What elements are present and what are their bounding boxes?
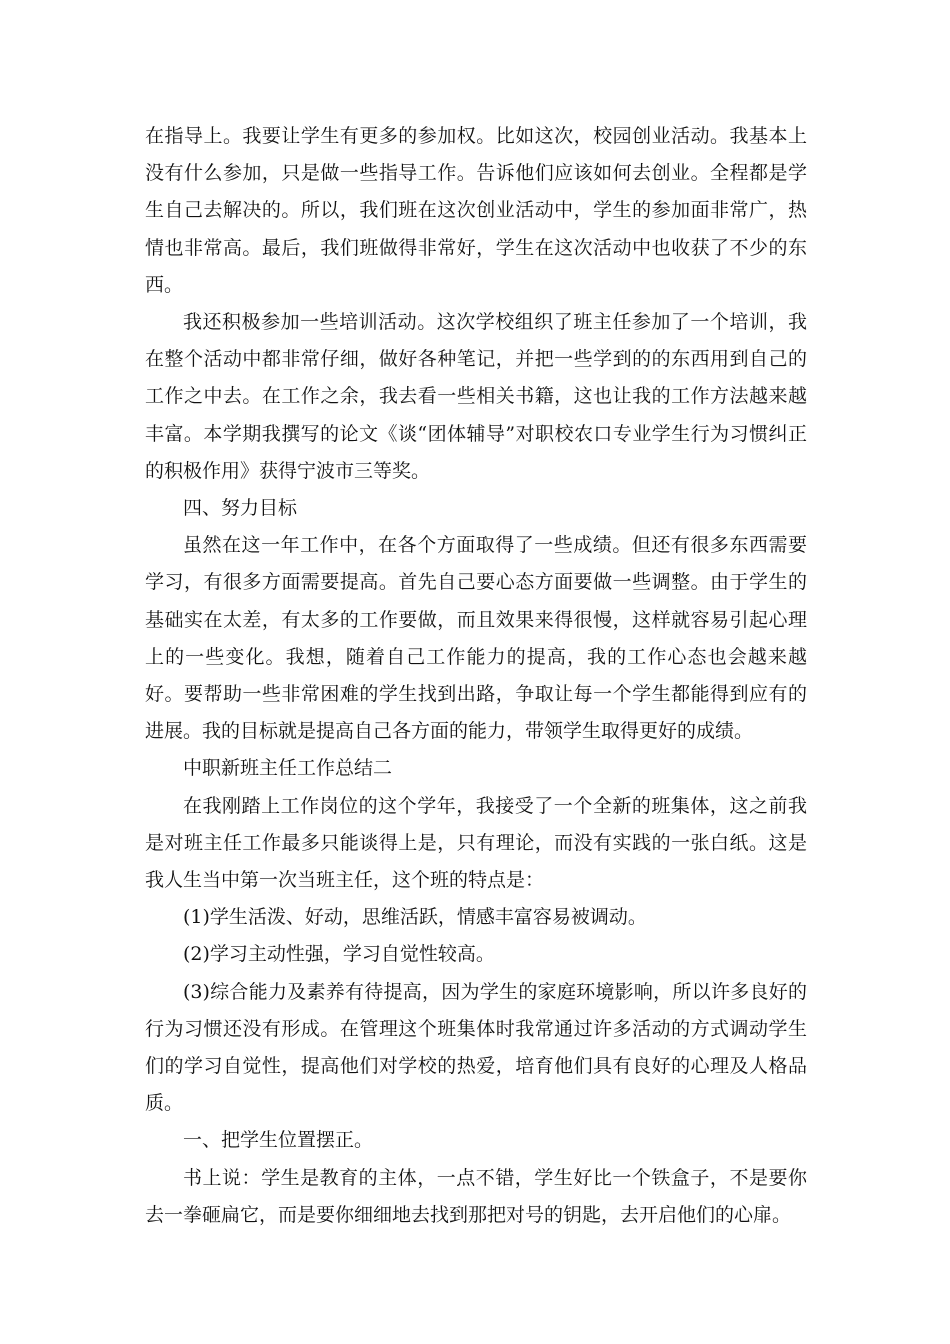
list-item-3: (3)综合能力及素养有待提高，因为学生的家庭环境影响，所以许多良好的行为习惯还没有形成。在管理这个班集体时我常通过许多活动的方式调动学生们的学习自觉性，提高他们对学校的热爱，培育他们具有良好的心理及人格品质。 [145, 980, 807, 1115]
paragraph-1: 在指导上。我要让学生有更多的参加权。比如这次，校园创业活动。我基本上没有什么参加，只是做一些指导工作。告诉他们应该如何去创业。全程都是学生自己去解决的。所以，我们班在这次创业活动中，学生的参加面非常广，热情也非常高。最后，我们班做得非常好，学生在这次活动中也收获了不少的东西。 [145, 125, 807, 296]
document-body [145, 118, 807, 1234]
paragraph-2: 我还积极参加一些培训活动。这次学校组织了班主任参加了一个培训，我在整个活动中都非常仔细，做好各种笔记，并把一些学到的的东西用到自己的工作之中去。在工作之余，我去看一些相关书籍，这也让我的工作方法越来越丰富。本学期我撰写的论文《谈“团体辅导”对职校农口专业学生行为习惯纠正的积极作用》获得宁波市三等奖。 [145, 311, 807, 482]
section-heading-goals: 四、努力目标 [183, 497, 298, 520]
list-item-2: (2)学习主动性强，学习自觉性较高。 [183, 943, 495, 966]
paragraph-4: 在我刚踏上工作岗位的这个学年，我接受了一个全新的班集体，这之前我是对班主任工作最多只能谈得上是，只有理论，而没有实践的一张白纸。这是我人生当中第一次当班主任，这个班的特点是： [145, 794, 807, 892]
document-subtitle: 中职新班主任工作总结二 [183, 757, 393, 780]
paragraph-5: 书上说：学生是教育的主体，一点不错，学生好比一个铁盒子，不是要你去一拳砸扁它，而是要你细细地去找到那把对号的钥匙，去开启他们的心扉。 [145, 1166, 807, 1226]
section-heading-position: 一、把学生位置摆正。 [183, 1129, 374, 1152]
paragraph-3: 虽然在这一年工作中，在各个方面取得了一些成绩。但还有很多东西需要学习，有很多方面需要提高。首先自己要心态方面要做一些调整。由于学生的基础实在太差，有太多的工作要做，而且效果来得很慢，这样就容易引起心理上的一些变化。我想，随着自己工作能力的提高，我的工作心态也会越来越好。要帮助一些非常困难的学生找到出路，争取让每一个学生都能得到应有的进展。我的目标就是提高自己各方面的能力，带领学生取得更好的成绩。 [145, 534, 807, 743]
list-item-1: (1)学生活泼、好动，思维活跃，情感丰富容易被调动。 [183, 906, 647, 929]
